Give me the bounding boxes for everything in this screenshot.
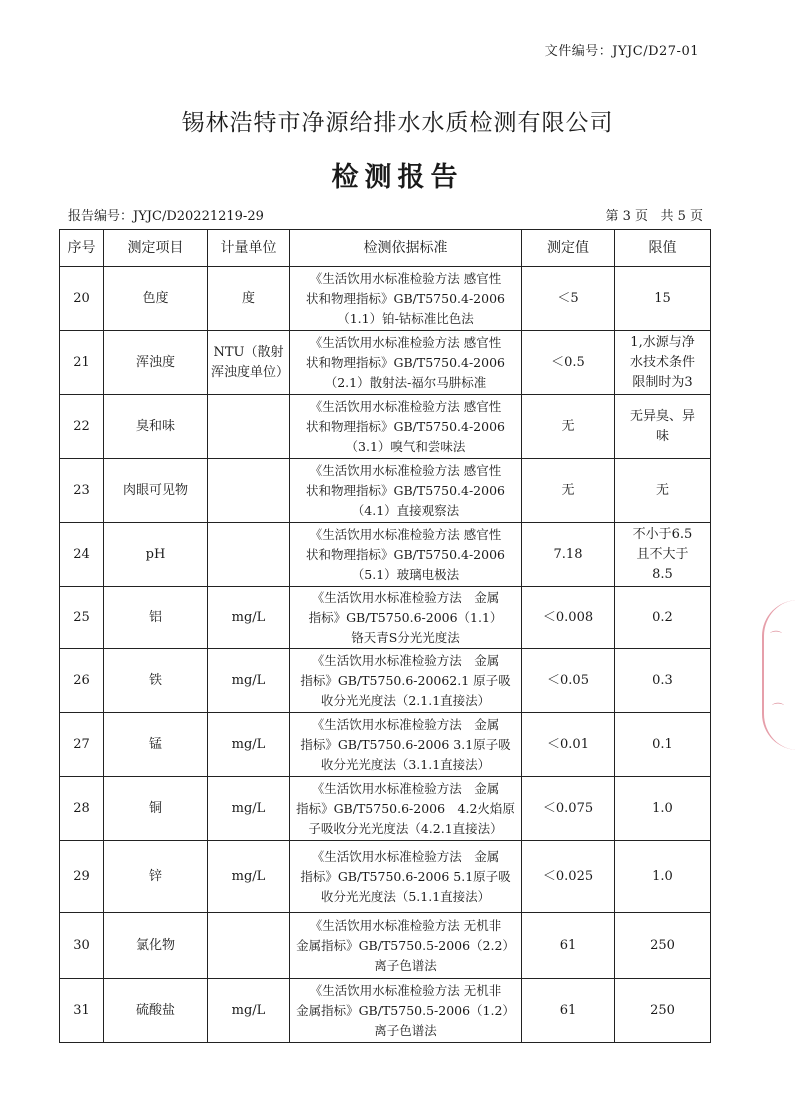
test-item: 肉眼可见物	[104, 459, 208, 523]
row-number: 21	[60, 331, 104, 395]
limit-value	[615, 649, 711, 713]
report-title: 检测报告	[331, 162, 464, 193]
test-item: 臭和味	[104, 395, 208, 459]
row-number: 22	[60, 395, 104, 459]
seal-stamp-mark: ⌒	[772, 702, 785, 716]
basis-line: 状和物理指标》GB/T5750.4-2006	[306, 354, 505, 370]
results-table	[59, 229, 711, 1043]
basis-line: 指标》GB/T5750.6-2006 5.1原子吸	[300, 868, 511, 884]
measured-value: ＜0.05	[522, 649, 615, 713]
basis-line: 《生活饮用水标准检验方法 感官性	[309, 526, 502, 542]
basis-line: 收分光光度法（3.1.1直接法）	[320, 756, 491, 772]
measured-value: 无	[522, 459, 615, 523]
table-row	[60, 395, 711, 459]
row-number: 24	[60, 523, 104, 587]
row-number: 30	[60, 913, 104, 979]
limit-line: 0.1	[652, 736, 673, 752]
test-basis	[290, 913, 522, 979]
limit-value	[615, 979, 711, 1043]
basis-line: 离子色谱法	[374, 1022, 437, 1038]
test-item: 铁	[104, 649, 208, 713]
basis-line: 收分光光度法（2.1.1直接法）	[320, 692, 491, 708]
measured-value: ＜0.008	[522, 587, 615, 649]
limit-value	[615, 913, 711, 979]
header-cell: 计量单位	[208, 230, 290, 267]
table-row	[60, 331, 711, 395]
limit-line: 250	[650, 937, 675, 953]
table-row	[60, 587, 711, 649]
unit	[208, 523, 290, 587]
test-basis	[290, 587, 522, 649]
basis-line: 金属指标》GB/T5750.5-2006（2.2）	[296, 937, 515, 953]
basis-line: 状和物理指标》GB/T5750.4-2006	[306, 290, 505, 306]
basis-line: 指标》GB/T5750.6-2006 4.2火焰原	[296, 800, 515, 816]
limit-value	[615, 587, 711, 649]
row-number: 31	[60, 979, 104, 1043]
basis-line: 状和物理指标》GB/T5750.4-2006	[306, 546, 505, 562]
measured-value: 7.18	[522, 523, 615, 587]
unit	[208, 395, 290, 459]
test-basis	[290, 649, 522, 713]
test-basis	[290, 459, 522, 523]
basis-line: 《生活饮用水标准检验方法 金属	[311, 848, 500, 864]
basis-line: 指标》GB/T5750.6-2006 3.1原子吸	[300, 736, 511, 752]
company-name: 锡林浩特市净源给排水水质检测有限公司	[181, 110, 614, 136]
unit: 度	[208, 267, 290, 331]
row-number: 29	[60, 841, 104, 913]
basis-line: 收分光光度法（5.1.1直接法）	[320, 888, 491, 904]
report-meta	[68, 205, 703, 224]
basis-line: 《生活饮用水标准检验方法 感官性	[309, 462, 502, 478]
page-indicator	[606, 205, 704, 224]
unit: mg/L	[208, 777, 290, 841]
basis-line: 离子色谱法	[374, 957, 437, 973]
test-basis	[290, 523, 522, 587]
limit-line: 0.2	[652, 609, 673, 625]
table-row	[60, 649, 711, 713]
header-cell: 检测依据标准	[290, 230, 522, 267]
unit: mg/L	[208, 713, 290, 777]
test-item: pH	[104, 523, 208, 587]
basis-line: 《生活饮用水标准检验方法 无机非	[309, 982, 502, 998]
limit-line: 不小于6.5	[632, 526, 693, 542]
limit-line: 1.0	[652, 868, 673, 884]
header-cell: 测定项目	[104, 230, 208, 267]
basis-line: （2.1）散射法-福尔马肼标准	[324, 374, 487, 390]
measured-value: 61	[522, 913, 615, 979]
limit-value	[615, 713, 711, 777]
test-basis	[290, 331, 522, 395]
basis-line: 《生活饮用水标准检验方法 金属	[311, 589, 500, 605]
basis-line: 《生活饮用水标准检验方法 感官性	[309, 334, 502, 350]
unit: mg/L	[208, 587, 290, 649]
header-cell: 测定值	[522, 230, 615, 267]
basis-line: 《生活饮用水标准检验方法 无机非	[309, 917, 502, 933]
test-basis	[290, 713, 522, 777]
limit-value	[615, 777, 711, 841]
measured-value: ＜0.075	[522, 777, 615, 841]
limit-line: 1.0	[652, 800, 673, 816]
limit-line: 无	[655, 482, 669, 498]
test-item: 氯化物	[104, 913, 208, 979]
test-basis	[290, 267, 522, 331]
test-item: 铝	[104, 587, 208, 649]
test-item: 色度	[104, 267, 208, 331]
basis-line: （5.1）玻璃电极法	[351, 566, 460, 582]
basis-line: 状和物理指标》GB/T5750.4-2006	[306, 418, 505, 434]
unit: mg/L	[208, 979, 290, 1043]
limit-line: 无异臭、异	[629, 408, 695, 424]
unit	[208, 459, 290, 523]
limit-line: 且不大于	[636, 546, 689, 562]
row-number: 27	[60, 713, 104, 777]
limit-line: 限制时为3	[632, 374, 693, 390]
table-row	[60, 459, 711, 523]
measured-value: ＜5	[522, 267, 615, 331]
basis-line: 《生活饮用水标准检验方法 金属	[311, 780, 500, 796]
basis-line: 指标》GB/T5750.6-2006（1.1）	[308, 609, 503, 625]
measured-value: 无	[522, 395, 615, 459]
basis-line: 《生活饮用水标准检验方法 金属	[311, 716, 500, 732]
table-row	[60, 267, 711, 331]
limit-value	[615, 841, 711, 913]
basis-line: （3.1）嗅气和尝味法	[345, 438, 466, 454]
measured-value: ＜0.025	[522, 841, 615, 913]
row-number: 25	[60, 587, 104, 649]
limit-line: 15	[654, 290, 671, 306]
table-row	[60, 979, 711, 1043]
row-number: 26	[60, 649, 104, 713]
unit: mg/L	[208, 841, 290, 913]
header-cell: 限值	[615, 230, 711, 267]
row-number: 20	[60, 267, 104, 331]
test-item: 铜	[104, 777, 208, 841]
limit-value	[615, 459, 711, 523]
test-item: 浑浊度	[104, 331, 208, 395]
limit-value	[615, 331, 711, 395]
basis-line: 金属指标》GB/T5750.5-2006（1.2）	[296, 1002, 515, 1018]
page-total: 共 5 页	[660, 209, 703, 224]
test-basis	[290, 395, 522, 459]
measured-value: ＜0.01	[522, 713, 615, 777]
basis-line: 子吸收分光光度法（4.2.1直接法）	[308, 820, 503, 836]
header-cell: 序号	[60, 230, 104, 267]
row-number: 28	[60, 777, 104, 841]
basis-line: 状和物理指标》GB/T5750.4-2006	[306, 482, 505, 498]
test-basis	[290, 979, 522, 1043]
test-item: 硫酸盐	[104, 979, 208, 1043]
seal-stamp-mark: ⌒	[770, 630, 783, 644]
measured-value: ＜0.5	[522, 331, 615, 395]
page-current: 第 3 页	[605, 209, 649, 224]
limit-line: 味	[655, 428, 669, 444]
measured-value: 61	[522, 979, 615, 1043]
limit-value	[615, 267, 711, 331]
limit-value	[615, 523, 711, 587]
table-row	[60, 523, 711, 587]
table-row	[60, 713, 711, 777]
basis-line: 《生活饮用水标准检验方法 感官性	[309, 398, 502, 414]
basis-line: 《生活饮用水标准检验方法 金属	[311, 652, 500, 668]
row-number: 23	[60, 459, 104, 523]
document-number: 文件编号：JYJC/D27-01	[544, 44, 699, 59]
limit-line: 250	[650, 1002, 675, 1018]
basis-line: 《生活饮用水标准检验方法 感官性	[309, 270, 502, 286]
limit-value	[615, 395, 711, 459]
test-basis	[290, 841, 522, 913]
limit-line: 1,水源与净	[630, 334, 695, 350]
basis-line: （1.1）铂-钴标准比色法	[337, 310, 474, 326]
basis-line: 铬天青S分光光度法	[351, 629, 460, 645]
table-row	[60, 841, 711, 913]
limit-line: 0.3	[652, 672, 673, 688]
table-row	[60, 913, 711, 979]
basis-line: 指标》GB/T5750.6-20062.1 原子吸	[300, 672, 511, 688]
test-item: 锌	[104, 841, 208, 913]
limit-line: 水技术条件	[629, 354, 695, 370]
basis-line: （4.1）直接观察法	[351, 502, 460, 518]
table-row	[60, 777, 711, 841]
unit	[208, 913, 290, 979]
report-number: 报告编号：JYJC/D20221219-29	[68, 209, 264, 224]
table-header-row	[60, 230, 711, 267]
unit: NTU（散射浑浊度单位）	[208, 331, 290, 395]
unit: mg/L	[208, 649, 290, 713]
seal-stamp-fragment	[762, 600, 795, 750]
test-item: 锰	[104, 713, 208, 777]
limit-line: 8.5	[652, 566, 673, 582]
test-basis	[290, 777, 522, 841]
